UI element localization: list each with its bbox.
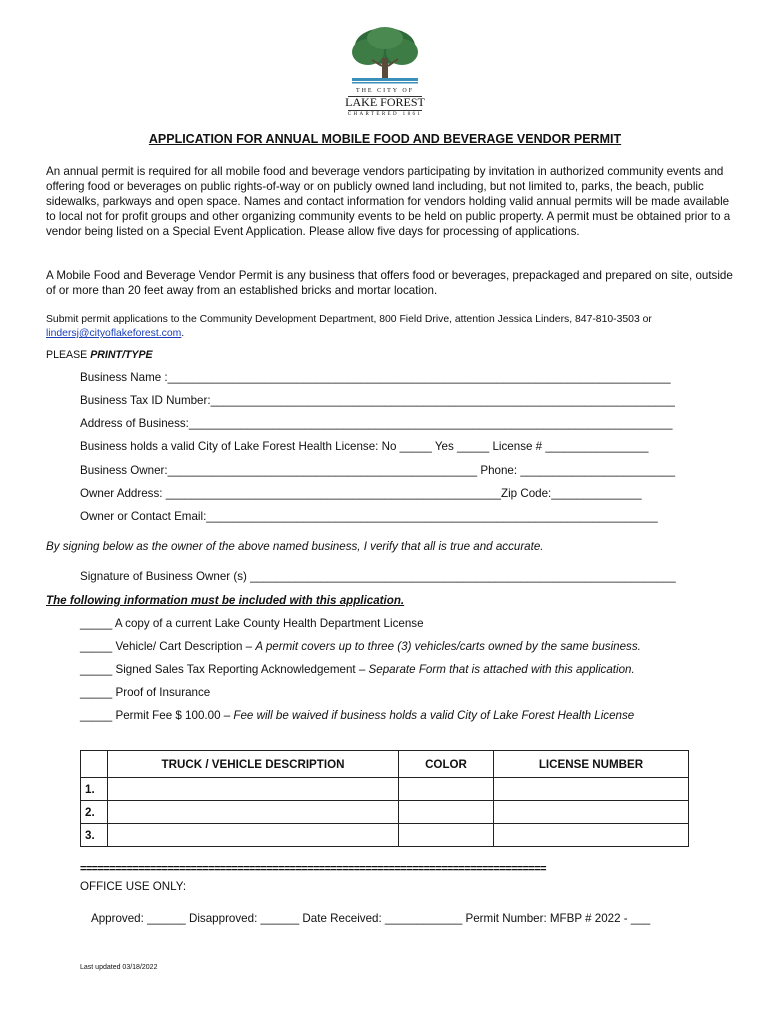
- business-name-field[interactable]: Business Name :______________________________________________________________________________: [80, 371, 671, 384]
- license-cell[interactable]: [494, 801, 689, 824]
- print-label: PLEASE: [46, 349, 88, 361]
- license-cell[interactable]: [494, 778, 689, 801]
- color-cell[interactable]: [399, 778, 494, 801]
- last-updated: Last updated 03/18/2022: [80, 964, 158, 971]
- logo-line-2: LAKE FOREST: [345, 95, 425, 109]
- owner-field[interactable]: Business Owner:________________________________________________ Phone: ________________________: [80, 464, 676, 477]
- logo-rule: [348, 110, 422, 111]
- submit-end: .: [181, 328, 185, 339]
- description-cell[interactable]: [108, 824, 399, 847]
- description-cell[interactable]: [108, 778, 399, 801]
- table-row: [81, 824, 689, 847]
- print-label-emphasis: PRINT/TYPE: [90, 349, 153, 361]
- color-cell[interactable]: [399, 824, 494, 847]
- intro-paragraph-2: A Mobile Food and Beverage Vendor Permit is any business that offers food or beverages, prepackaged and prepared on site, outside of or more than 20 feet away from an established bricks and mortar location.: [46, 269, 733, 298]
- owner-address-field[interactable]: Owner Address: ____________________________________________________Zip Code:______________: [80, 487, 642, 500]
- approval-line: Approved: ______ Disapproved: ______ Date Received: ____________ Permit Number: MFBP # 2022 - ___: [91, 912, 651, 925]
- description-cell[interactable]: [108, 801, 399, 824]
- table-row: [81, 801, 689, 824]
- table-row: [81, 778, 689, 801]
- intro-paragraph-1: An annual permit is required for all mobile food and beverage vendors participating by invitation in authorized community events and offering food or beverages on public rights-of-way or on publicly owned land including, but not limited to, parks, the beach, public sidewalks, parkways and open space. Names and contact information for vendors holding valid annual permits will be made available to local not for profit groups and other organizing community events to be held on public property. A permit must be obtained prior to a vendor being listed on a Special Event Application. Please allow five days for processing of applications.: [46, 165, 731, 239]
- requirement-text: A copy of a current Lake County Health Department License: [114, 617, 424, 630]
- signature-field[interactable]: Signature of Business Owner (s) __________________________________________________________________: [80, 570, 676, 583]
- row-number: 1.: [81, 778, 108, 801]
- requirement-item: [80, 663, 635, 676]
- verify-statement: By signing below as the owner of the above named business, I verify that all is true and accurate.: [46, 540, 544, 553]
- city-logo: [340, 26, 430, 121]
- checklist-blank[interactable]: _____: [80, 686, 116, 699]
- logo-line-1: THE CITY OF: [355, 88, 415, 94]
- logo-line-3: CHARTERED 1861: [347, 112, 423, 117]
- requirement-text: Signed Sales Tax Reporting Acknowledgement –: [115, 663, 369, 676]
- table-header-index: [81, 751, 108, 778]
- requirements-heading: The following information must be included with this application.: [46, 594, 405, 607]
- health-license-field[interactable]: Business holds a valid City of Lake Forest Health License: No _____ Yes _____ License # ________________: [80, 440, 649, 453]
- checklist-blank[interactable]: _____: [80, 617, 115, 630]
- checklist-blank[interactable]: _____: [80, 709, 116, 722]
- checklist-blank[interactable]: _____: [80, 640, 116, 653]
- table-header-description: TRUCK / VEHICLE DESCRIPTION: [108, 751, 399, 778]
- requirement-item: [80, 709, 634, 722]
- email-link[interactable]: lindersj@cityoflakeforest.com: [46, 328, 182, 339]
- email-field[interactable]: Owner or Contact Email:______________________________________________________________________: [80, 510, 658, 523]
- requirement-note: A permit covers up to three (3) vehicles/carts owned by the same business.: [255, 640, 641, 653]
- color-cell[interactable]: [399, 801, 494, 824]
- row-number: 2.: [81, 801, 108, 824]
- requirement-text: Vehicle/ Cart Description –: [115, 640, 256, 653]
- requirement-item: [80, 686, 210, 699]
- office-use-label: OFFICE USE ONLY:: [80, 880, 187, 893]
- checklist-blank[interactable]: _____: [80, 663, 116, 676]
- license-cell[interactable]: [494, 824, 689, 847]
- submit-text: Submit permit applications to the Community Development Department, 800 Field Drive, attention Jessica Linders, 847-810-3503 or: [46, 314, 652, 325]
- row-number: 3.: [81, 824, 108, 847]
- table-header-row: [81, 751, 689, 778]
- submit-instructions: [46, 313, 736, 341]
- address-field[interactable]: Address of Business:___________________________________________________________________________: [80, 417, 673, 430]
- requirement-note: Separate Form that is attached with this application.: [368, 663, 635, 676]
- print-instruction: [46, 349, 153, 361]
- oak-tree-icon: [346, 26, 424, 86]
- table-header-license: LICENSE NUMBER: [494, 751, 689, 778]
- page-title: APPLICATION FOR ANNUAL MOBILE FOOD AND BEVERAGE VENDOR PERMIT: [148, 132, 622, 146]
- table-header-color: COLOR: [399, 751, 494, 778]
- requirement-item: [80, 617, 424, 630]
- requirement-note: Fee will be waived if business holds a valid City of Lake Forest Health License: [233, 709, 635, 722]
- requirement-item: [80, 640, 641, 653]
- requirement-text: Proof of Insurance: [115, 686, 211, 699]
- tax-id-field[interactable]: Business Tax ID Number:________________________________________________________________________: [80, 394, 675, 407]
- divider-line: ================================================================================: [80, 863, 546, 875]
- requirement-text: Permit Fee $ 100.00 –: [115, 709, 234, 722]
- vehicle-table: [80, 750, 689, 847]
